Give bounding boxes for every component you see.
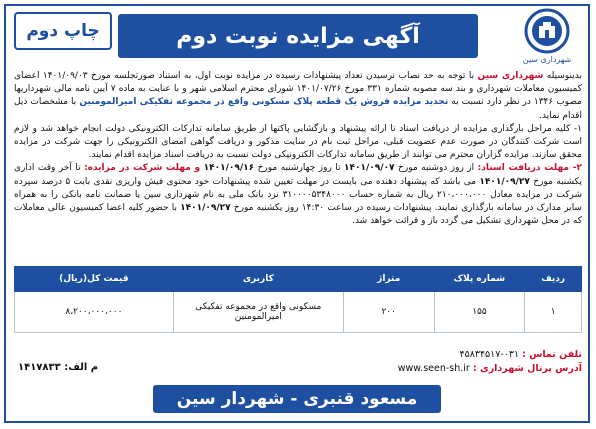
clause-2: ۲- مهلت دریافت اسناد: از روز دوشنبه مورخ ۱۴۰۱/۰۹/۰۷ تا روز چهارشنبه مورخ ۱۴۰۱/۰۹/۱۶ و مهلت شرکت در مزایده: تا آخر وقت اداری یکشنبه مورخ ۱۴۰۱/۰۹/۲۷ می باشد که پیشنهاد دهنده می بایست در مهلت تعیین شده پیشنهادات خود محتوی فیش واریزی نقدی بابت ۵ درصد سپرده شرکت در مزایده معادل ۲۱۰،۰۰۰،۰۰۰ ریال به شماره حساب ۳۱۰۰۰۰۵۳۴۸۰۰۰ نزد بانک ملی به نام شهرداری سین یا ضمانت نامه بانکی را به همراه سایر مدارک در سامانه بارگذاری نمایند. پیشنهادات رسیده در ساعت ۱۴:۳۰ روز یکشنبه مورخ ۱۴۰۱/۰۹/۲۷ با حضور کلیه اعضا کمیسیون عالی معاملات که در محل شهرداری تشکیل می گردد باز و قرائت خواهد شد.: [14, 163, 582, 227]
table-cell: ۱۵۵: [434, 292, 525, 333]
logo: [512, 8, 582, 68]
print-edition-badge: چاپ دوم: [14, 12, 112, 50]
column-header: شماره پلاک: [434, 267, 525, 292]
property-table: [14, 266, 582, 333]
header: [8, 8, 586, 68]
logo-caption: شهرداری سین: [522, 55, 572, 64]
column-header: قیمت کل(ریال): [15, 267, 174, 292]
table-cell: ۱: [525, 292, 582, 333]
phone-label: تلفن تماس :: [522, 349, 582, 360]
reference-code: م الف: ۱۴۱۷۸۳۳: [18, 362, 99, 373]
auction-subject: تجدید مزایده فروش یک قطعه پلاک مسکونی واقع در مجموعه تفکیکی امیرالمومنین: [79, 97, 449, 108]
phone-number: ۰۳۱-۴۵۸۳۴۵۱۷: [459, 349, 520, 360]
column-header: ردیف: [525, 267, 582, 292]
signature: مسعود قنبری - شهردار سین: [153, 385, 442, 413]
municipality-logo-icon: [524, 8, 570, 54]
column-header: کاربری: [173, 267, 343, 292]
contact-info: [242, 348, 582, 376]
table-header-row: [15, 267, 582, 292]
table-cell: ۸،۲۰۰،۰۰۰،۰۰۰: [15, 292, 174, 333]
notice-body: [14, 70, 582, 268]
table-cell: مسکونی واقع در مجموعه تفکیکی امیرالمومنین: [173, 292, 343, 333]
footer: [8, 382, 586, 416]
table-cell: ۲۰۰: [343, 292, 434, 333]
intro-paragraph: بدینوسیله شهرداری سین با توجه به حد نصاب نرسیدن تعداد پیشنهادات رسیده در مزایده نوبت اول، به استناد صورتجلسه مورخ ۱۴۰۱/۰۹/۰۳ اعضای کمیسیون معاملات شهرداری و بند سه مصوبه شماره ۳۳۱ مورخ ۱۴۰۱/۰۷/۲۶ شورای محترم اسلامی شهر و با عنایت به ماده ۷ آیین نامه مالی شهرداریها مصوب ۱۳۴۶ در نظر دارد نسبت به تجدید مزایده فروش یک قطعه پلاک مسکونی واقع در مجموعه تفکیکی امیرالمومنین با مشخصات ذیل اقدام نماید.: [14, 71, 582, 121]
portal-link[interactable]: www.seen-sh.ir: [397, 363, 470, 374]
organization-name: شهرداری سین: [477, 71, 544, 81]
phone-line: [242, 348, 582, 362]
table-row: [15, 292, 582, 333]
clause-1: ۱- کلیه مراحل بارگذاری مزایده از دریافت اسناد تا ارائه پیشنهاد و بازگشایی پاکتها از طریق سامانه تدارکات الکترونیکی دولت انجام خواهد شد و لازم است شرکت کنندگان در صورت عدم عضویت قبلی، مراحل ثبت نام در سایت مذکور و دریافت گواهی امضای الکترونیکی را جهت شرکت در مزایده محقق سازند. مزایده گزاران محترم می توانند از طریق سامانه تدارکات الکترونیکی دولت نسبت به دریافت اسناد مزایده اقدام نمایند.: [14, 123, 582, 161]
portal-line: [242, 362, 582, 376]
column-header: متراژ: [343, 267, 434, 292]
portal-label: آدرس پرتال شهرداری :: [472, 363, 582, 374]
page-title: آگهی مزایده نوبت دوم: [118, 14, 478, 58]
